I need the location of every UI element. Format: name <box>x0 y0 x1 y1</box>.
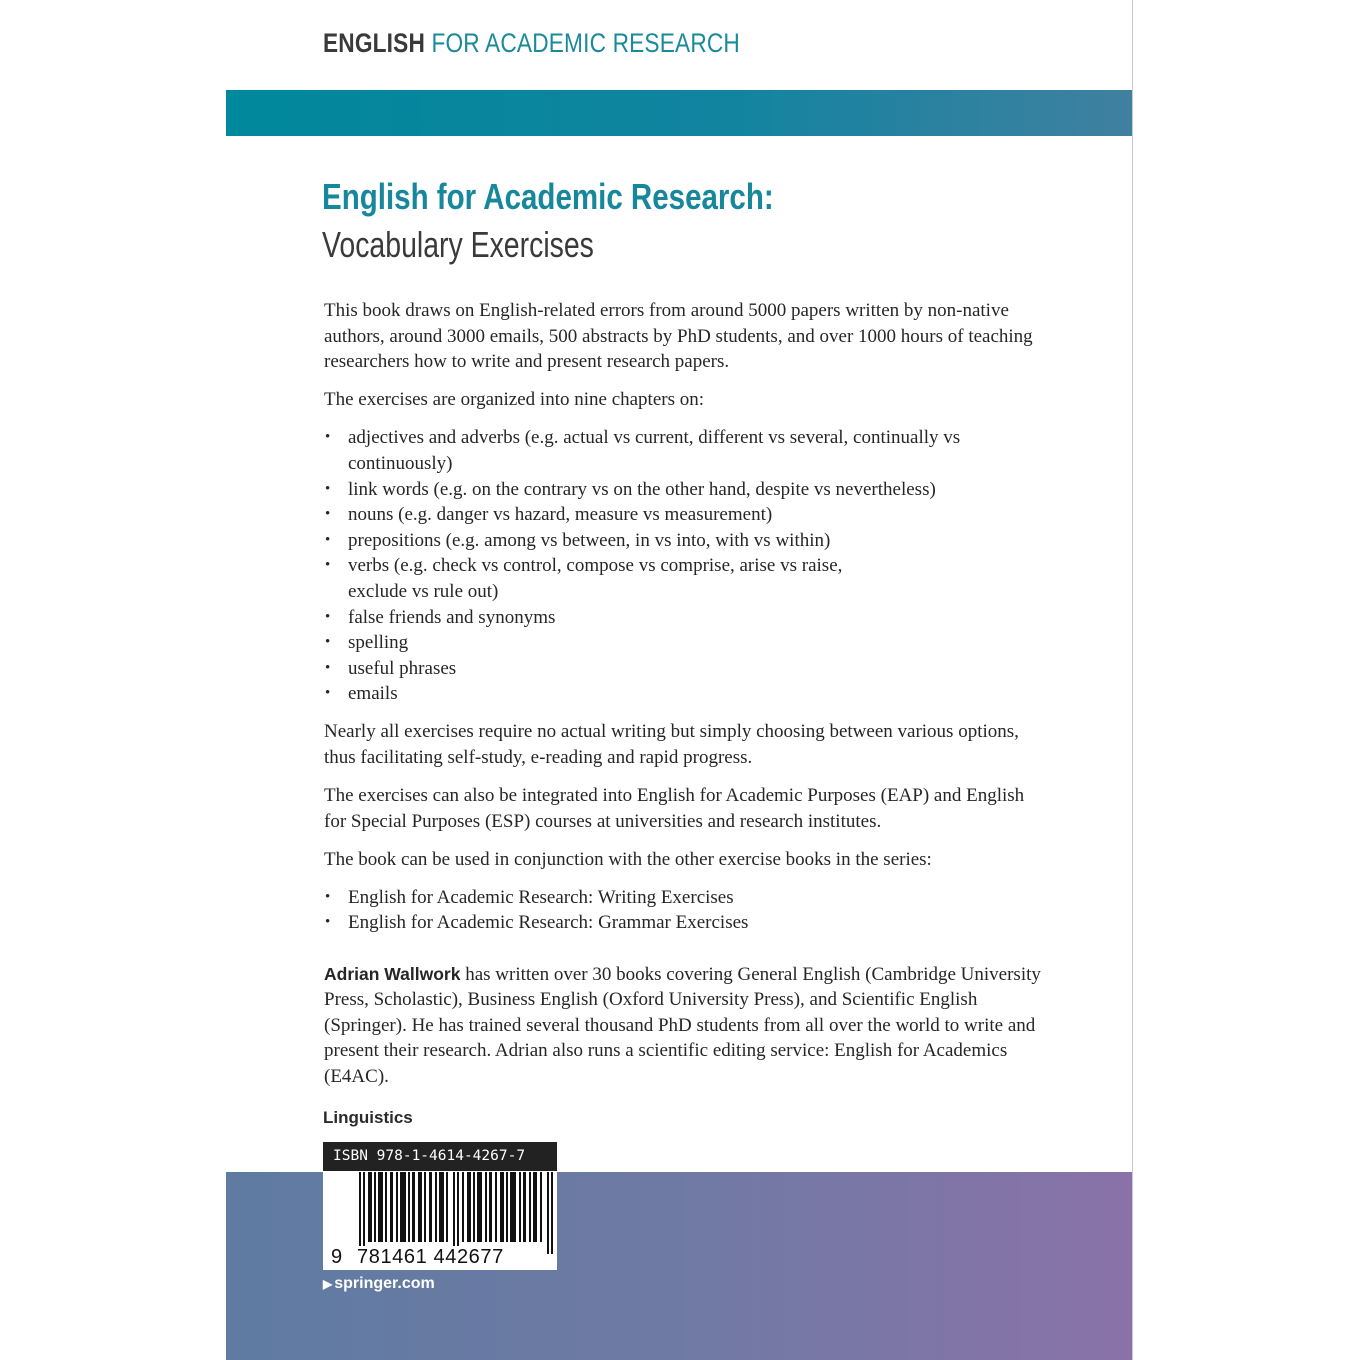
arrow-right-icon: ▶ <box>323 1277 333 1291</box>
chapter-item-text: useful phrases <box>348 657 457 679</box>
category-label: Linguistics <box>323 1108 413 1127</box>
bullet-icon: • <box>325 659 331 676</box>
list-item <box>324 528 1044 554</box>
book-title: English for Academic Research: <box>322 176 774 217</box>
barcode-box <box>323 1142 557 1270</box>
publisher-url: springer.com <box>334 1275 435 1292</box>
bullet-icon: • <box>325 531 331 548</box>
list-item <box>324 553 888 604</box>
series-book-text: English for Academic Research: Writing Exercises <box>348 886 734 908</box>
chapter-item-text: adjectives and adverbs (e.g. actual vs current, different vs several, continually vs continuously) <box>348 427 961 474</box>
isbn-label: ISBN 978-1-4614-4267-7 <box>323 1142 557 1171</box>
list-item <box>324 425 1044 476</box>
author-bio-text: has written over 30 books covering General English (Cambridge University Press, Scholastic), Business English (Oxford University Press), and Scientific English (Springer). He has trained several thousand PhD students from all over the world to write and present their research. Adrian also runs a scientific editing service: English for Academics (E4AC). <box>324 963 1041 1087</box>
series-intro: The book can be used in conjunction with the other exercise books in the series: <box>324 848 932 870</box>
series-header <box>323 28 740 59</box>
series-book-list <box>324 885 1044 936</box>
author-name: Adrian Wallwork <box>324 963 461 984</box>
bullet-icon: • <box>325 429 331 446</box>
chapter-item-text: emails <box>348 683 398 705</box>
bullet-icon: • <box>325 557 331 574</box>
bullet-icon: • <box>325 480 331 497</box>
chapter-item-text: verbs (e.g. check vs control, compose vs comprise, arise vs raise, exclude vs rule out) <box>348 555 843 602</box>
barcode-icon <box>359 1172 555 1254</box>
blurb-body <box>324 298 1044 1102</box>
book-subtitle: Vocabulary Exercises <box>322 224 594 265</box>
chapter-list <box>324 425 1044 707</box>
list-item <box>324 656 1044 682</box>
chapter-item-text: link words (e.g. on the contrary vs on the other hand, despite vs nevertheless) <box>348 478 936 500</box>
chapter-item-text: prepositions (e.g. among vs between, in vs into, with vs within) <box>348 529 831 551</box>
series-header-bold: ENGLISH <box>323 28 425 58</box>
series-book-text: English for Academic Research: Grammar Exercises <box>348 912 749 934</box>
list-item <box>324 502 1044 528</box>
publisher-link[interactable] <box>323 1275 435 1293</box>
bullet-icon: • <box>325 914 331 931</box>
list-item <box>324 477 1044 503</box>
chapter-item-text: nouns (e.g. danger vs hazard, measure vs measurement) <box>348 504 773 526</box>
page-edge-line <box>1132 0 1133 1360</box>
list-item <box>324 605 1044 631</box>
bullet-icon: • <box>325 685 331 702</box>
bullet-icon: • <box>325 608 331 625</box>
bullet-icon: • <box>325 888 331 905</box>
list-item <box>324 630 1044 656</box>
teal-header-band <box>226 90 1132 136</box>
chapter-item-text: false friends and synonyms <box>348 606 556 628</box>
author-bio <box>324 962 1044 1090</box>
intro-paragraph: This book draws on English-related errors from around 5000 papers written by non-native authors, around 3000 emails, 500 abstracts by PhD students, and over 1000 hours of teaching researchers how to write and present research papers. <box>324 300 1033 373</box>
bullet-icon: • <box>325 634 331 651</box>
chapter-item-text: spelling <box>348 632 409 654</box>
list-item <box>324 885 1044 911</box>
integration-paragraph: The exercises can also be integrated into English for Academic Purposes (EAP) and English for Special Purposes (ESP) courses at universities and research institutes. <box>324 785 1025 832</box>
chapters-intro: The exercises are organized into nine chapters on: <box>324 389 705 411</box>
barcode-number: 781461 442677 <box>357 1246 504 1268</box>
barcode-first-digit: 9 <box>331 1246 343 1268</box>
series-header-rest: FOR ACADEMIC RESEARCH <box>431 28 740 58</box>
list-item <box>324 681 1044 707</box>
bullet-icon: • <box>325 506 331 523</box>
list-item <box>324 910 1044 936</box>
no-writing-paragraph: Nearly all exercises require no actual writing but simply choosing between various options, thus facilitating self-study, e-reading and rapid progress. <box>324 721 1019 768</box>
